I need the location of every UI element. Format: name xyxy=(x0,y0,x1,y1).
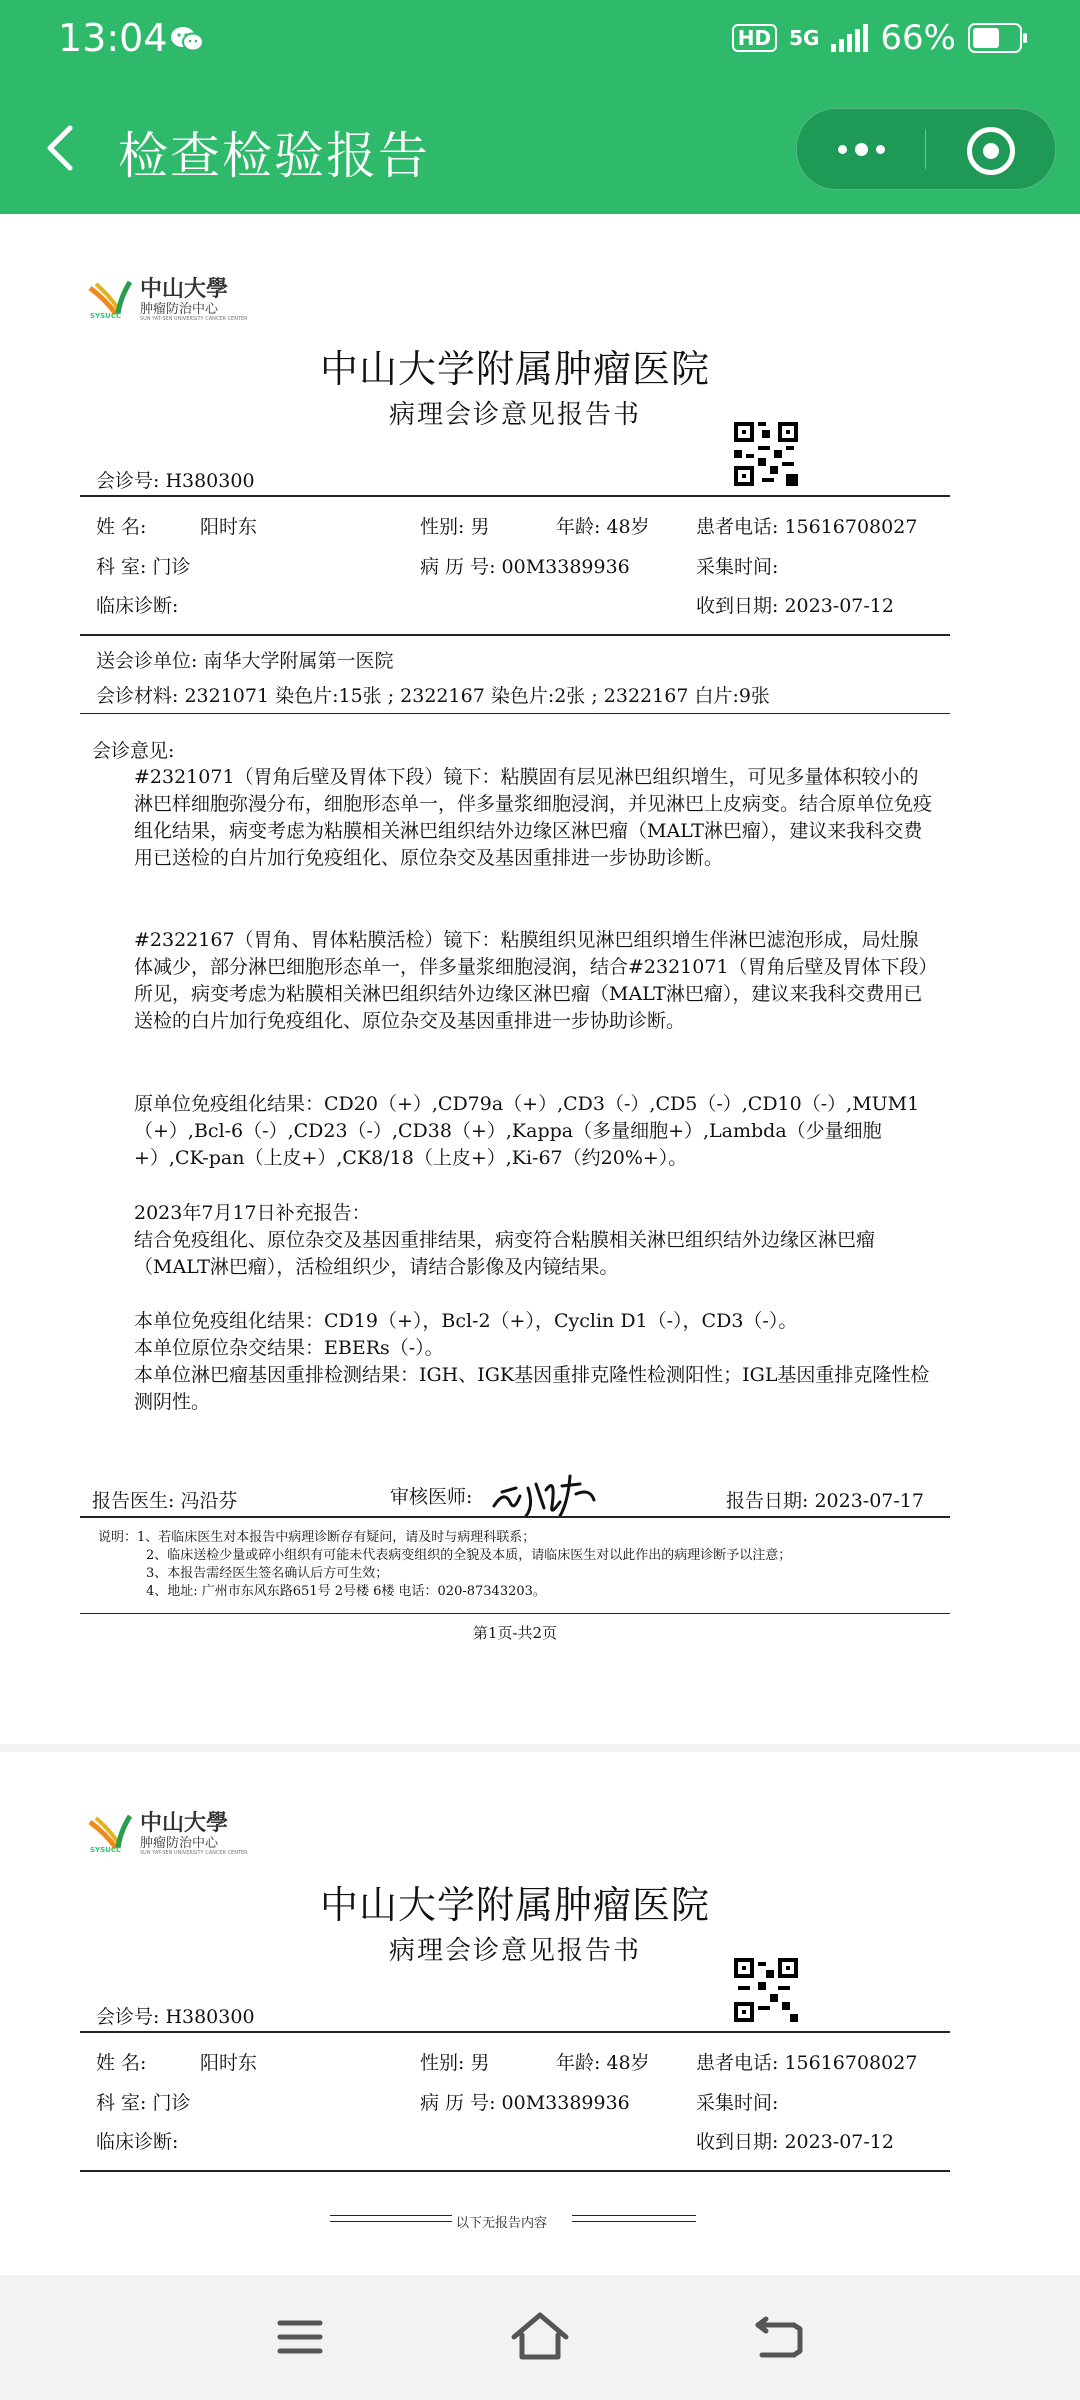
doctor-signature-image xyxy=(490,1466,600,1522)
logo-sub: 肿瘤防治中心 xyxy=(140,1836,219,1851)
patient-age: 年龄: 48岁 xyxy=(556,516,650,538)
note-3: 3、本报告需经医生签名确认后方可生效； xyxy=(146,1566,389,1581)
divider xyxy=(80,634,950,636)
mini-program-capsule xyxy=(796,108,1056,190)
patient-name: 阳时东 xyxy=(200,2052,258,2074)
hospital-logo xyxy=(86,268,248,324)
hospital-name: 中山大学附属肿瘤医院 xyxy=(319,347,710,391)
qr-code-icon xyxy=(734,422,798,486)
logo-sys: SYSUCC xyxy=(90,312,122,320)
patient-phone: 患者电话: 15616708027 xyxy=(696,516,918,538)
logo-sys: SYSUCC xyxy=(90,1846,122,1854)
end-of-report-text: 以下无报告内容 xyxy=(456,2216,548,2231)
battery-percent: 66% xyxy=(880,18,956,58)
status-bar xyxy=(0,0,1080,82)
page-title: 检查检验报告 xyxy=(118,127,430,185)
patient-age: 年龄: 48岁 xyxy=(556,2052,650,2074)
clinical-diagnosis: 临床诊断: xyxy=(96,595,179,617)
status-time: 13:04 xyxy=(58,16,168,60)
department: 科 室: 门诊 xyxy=(96,556,191,578)
note-2: 2、临床送检少量或碎小组织有可能未代表病变组织的全貌及本质，请临床医生对以此作出的病理诊断予以注意； xyxy=(146,1548,792,1563)
department: 科 室: 门诊 xyxy=(96,2092,191,2114)
consult-number: 会诊号: H380300 xyxy=(96,2006,255,2028)
status-right xyxy=(732,18,1022,58)
capsule-divider xyxy=(925,129,926,169)
menu-icon[interactable] xyxy=(268,2305,332,2369)
consult-number: 会诊号: H380300 xyxy=(96,470,255,492)
clinical-diagnosis: 临床诊断: xyxy=(96,2131,179,2153)
page-number: 第1页-共2页 xyxy=(472,1624,558,1642)
note-1: 说明：1、若临床医生对本报告中病理诊断存有疑问，请及时与病理科联系； xyxy=(98,1530,536,1545)
collect-time: 采集时间: xyxy=(696,2092,779,2114)
signal-icon xyxy=(831,24,868,52)
receive-date: 收到日期: 2023-07-12 xyxy=(696,2131,894,2153)
name-label: 姓 名: xyxy=(96,516,147,538)
consult-materials: 会诊材料: 2321071 染色片:15张 ; 2322167 染色片:2张 ; 2322167 白片:9张 xyxy=(96,685,770,707)
back-arrow-icon[interactable] xyxy=(42,124,80,172)
opinion-label: 会诊意见: xyxy=(92,740,175,762)
collect-time: 采集时间: xyxy=(696,556,779,578)
report-subtitle: 病理会诊意见报告书 xyxy=(388,1936,641,1966)
hospital-name: 中山大学附属肿瘤医院 xyxy=(319,1883,710,1927)
report-subtitle: 病理会诊意见报告书 xyxy=(388,400,641,430)
record-number: 病 历 号: 00M3389936 xyxy=(420,556,630,578)
nav-bar xyxy=(0,82,1080,214)
local-results: 本单位免疫组化结果：CD19（+），Bcl-2（+），Cyclin D1（-），CD3（-）。 本单位原位杂交结果：EBERs（-）。 本单位淋巴瘤基因重排检测结果：IGH、IGK基因重排克隆性检测阳性；IGL基因重排克隆性检测阴性。 xyxy=(134,1310,930,1413)
logo-en: SUN YAT-SEN UNIVERSITY CANCER CENTER xyxy=(140,1850,248,1856)
patient-name: 阳时东 xyxy=(200,516,258,538)
divider xyxy=(80,1613,950,1614)
end-of-report-line xyxy=(330,2212,696,2231)
target-circle-icon[interactable] xyxy=(967,127,1015,175)
record-number: 病 历 号: 00M3389936 xyxy=(420,2092,630,2114)
home-icon[interactable] xyxy=(508,2305,572,2369)
divider xyxy=(80,713,950,714)
logo-sub: 肿瘤防治中心 xyxy=(140,302,219,317)
report-date: 报告日期: 2023-07-17 xyxy=(726,1490,924,1512)
battery-icon xyxy=(968,23,1022,53)
return-icon[interactable] xyxy=(748,2305,812,2369)
patient-phone: 患者电话: 15616708027 xyxy=(696,2052,918,2074)
system-nav-bar xyxy=(0,2275,1080,2400)
logo-cn: 中山大學 xyxy=(140,1810,229,1836)
receive-date: 收到日期: 2023-07-12 xyxy=(696,595,894,617)
immuno-results: 原单位免疫组化结果：CD20（+）,CD79a（+）,CD3（-）,CD5（-）,CD10（-）,MUM1（+）,Bcl-6（-）,CD23（-）,CD38（+）,Kappa（多量细胞+）,Lambda（少量细胞+）,CK-pan（上皮+）,CK8/18（上皮+）,Ki-67（约20%+）。 xyxy=(134,1093,920,1169)
note-4: 4、地址: 广州市东风东路651号 2号楼 6楼 电话：020-87343203。 xyxy=(146,1584,546,1599)
network-label: 5G xyxy=(789,26,820,50)
report-page-1 xyxy=(0,214,1080,1744)
review-doctor-label: 审核医师: xyxy=(390,1486,473,1508)
name-label: 姓 名: xyxy=(96,2052,147,2074)
report-doctor: 报告医生: 冯沿芬 xyxy=(92,1490,238,1512)
divider xyxy=(80,495,950,497)
hd-icon: HD xyxy=(732,24,777,52)
patient-gender: 性别: 男 xyxy=(420,2052,490,2074)
more-dots-icon[interactable] xyxy=(797,109,925,189)
divider xyxy=(80,2170,950,2172)
logo-cn: 中山大學 xyxy=(140,276,229,302)
hospital-logo xyxy=(86,1802,248,1858)
opinion-paragraph-2: #2322167（胃角、胃体粘膜活检）镜下：粘膜组织见淋巴组织增生伴淋巴滤泡形成，局灶腺体减少，部分淋巴细胞形态单一，伴多量浆细胞浸润，结合#2321071（胃角后壁及胃体下段）所见，病变考虑为粘膜相关淋巴组织结外边缘区淋巴瘤（MALT淋巴瘤），建议来我科交费用已送检的白片加行免疫组化、原位杂交及基因重排进一步协助诊断。 xyxy=(134,929,929,1032)
supplement-report: 2023年7月17日补充报告： 结合免疫组化、原位杂交及基因重排结果，病变符合粘膜相关淋巴组织结外边缘区淋巴瘤（MALT淋巴瘤），活检组织少，请结合影像及内镜结果。 xyxy=(134,1202,876,1278)
qr-code-icon xyxy=(734,1958,798,2022)
divider xyxy=(80,1516,950,1518)
patient-gender: 性别: 男 xyxy=(420,516,490,538)
divider xyxy=(80,2031,950,2033)
opinion-paragraph-1: #2321071（胃角后壁及胃体下段）镜下：粘膜固有层见淋巴组织增生，可见多量体积较小的淋巴样细胞弥漫分布，细胞形态单一，伴多量浆细胞浸润，并见淋巴上皮病变。结合原单位免疫组化结果，病变考虑为粘膜相关淋巴组织结外边缘区淋巴瘤（MALT淋巴瘤），建议来我科交费用已送检的白片加行免疫组化、原位杂交及基因重排进一步协助诊断。 xyxy=(134,766,933,869)
logo-en: SUN YAT-SEN UNIVERSITY CANCER CENTER xyxy=(140,316,248,322)
send-unit: 送会诊单位: 南华大学附属第一医院 xyxy=(96,650,394,672)
report-page-2 xyxy=(0,1752,1080,2275)
wechat-icon xyxy=(170,26,204,52)
